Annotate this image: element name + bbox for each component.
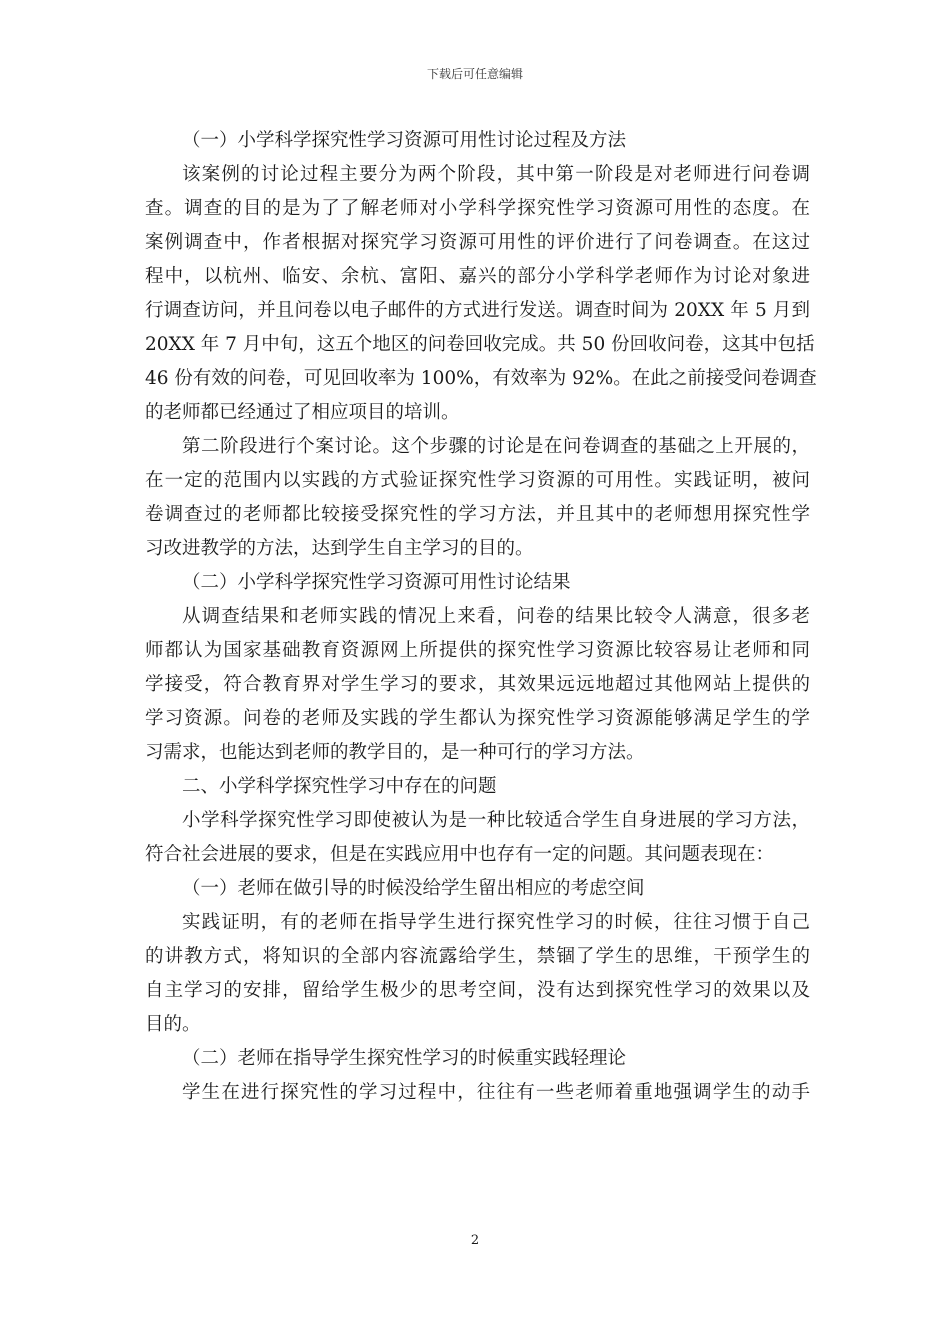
section-heading: （二）小学科学探究性学习资源可用性讨论结果: [182, 572, 571, 593]
paragraph-line: 习需求，也能达到老师的教学目的，是一种可行的学习方法。: [145, 742, 645, 763]
paragraph-line: 学生在进行探究性的学习过程中，往往有一些老师着重地强调学生的动手: [182, 1082, 810, 1103]
paragraph-line: 卷调查过的老师都比较接受探究性的学习方法，并且其中的老师想用探究性学: [145, 504, 810, 525]
paragraph-line: 学习资源。问卷的老师及实践的学生都认为探究性学习资源能够满足学生的学: [145, 708, 810, 729]
paragraph-line: 查。调查的目的是为了了解老师对小学科学探究性学习资源可用性的态度。在: [145, 198, 810, 219]
page-header: 下载后可任意编辑: [426, 67, 523, 81]
paragraph-line: 从调查结果和老师实践的情况上来看，问卷的结果比较令人满意，很多老: [182, 606, 810, 627]
paragraph-line: 实践证明，有的老师在指导学生进行探究性学习的时候，往往习惯于自己: [182, 912, 810, 933]
paragraph-line: 20XX 年 7 月中旬，这五个地区的问卷回收完成。共 50 份回收问卷，这其中包括: [145, 334, 815, 355]
paragraph-line: 行调查访问，并且问卷以电子邮件的方式进行发送。调查时间为 20XX 年 5 月到: [145, 300, 810, 321]
paragraph-line: 程中，以杭州、临安、余杭、富阳、嘉兴的部分小学科学老师作为讨论对象进: [145, 266, 810, 287]
paragraph-line: 符合社会进展的要求，但是在实践应用中也存有一定的问题。其问题表现在：: [145, 844, 775, 865]
paragraph-line: 在一定的范围内以实践的方式验证探究性学习资源的可用性。实践证明，被问: [145, 470, 810, 491]
paragraph-line: 46 份有效的问卷，可见回收率为 100%，有效率为 92%。在此之前接受问卷调查: [145, 368, 817, 389]
paragraph-line: 第二阶段进行个案讨论。这个步骤的讨论是在问卷调查的基础之上开展的，: [182, 436, 810, 457]
paragraph-line: 小学科学探究性学习即使被认为是一种比较适合学生自身进展的学习方法，: [182, 810, 810, 831]
section-heading: 二、小学科学探究性学习中存在的问题: [182, 776, 497, 797]
paragraph-line: 自主学习的安排，留给学生极少的思考空间，没有达到探究性学习的效果以及: [145, 980, 810, 1001]
paragraph-line: 学接受，符合教育界对学生学习的要求，其效果远远地超过其他网站上提供的: [145, 674, 810, 695]
section-heading: （一）小学科学探究性学习资源可用性讨论过程及方法: [182, 130, 627, 151]
paragraph-line: 该案例的讨论过程主要分为两个阶段，其中第一阶段是对老师进行问卷调: [182, 164, 810, 185]
paragraph-line: 案例调查中，作者根据对探究学习资源可用性的评价进行了问卷调查。在这过: [145, 232, 810, 253]
paragraph-line: 师都认为国家基础教育资源网上所提供的探究性学习资源比较容易让老师和同: [145, 640, 810, 661]
paragraph-line: 的老师都已经通过了相应项目的培训。: [145, 402, 460, 423]
document-body: [145, 124, 817, 1110]
paragraph-line: 习改进教学的方法，达到学生自主学习的目的。: [145, 538, 534, 559]
paragraph-line: 目的。: [145, 1014, 201, 1035]
section-heading: （一）老师在做引导的时候没给学生留出相应的考虑空间: [182, 878, 645, 899]
page-number: 2: [470, 1233, 480, 1248]
paragraph-line: 的讲教方式，将知识的全部内容流露给学生，禁锢了学生的思维，干预学生的: [145, 946, 810, 967]
section-heading: （二）老师在指导学生探究性学习的时候重实践轻理论: [182, 1048, 627, 1069]
